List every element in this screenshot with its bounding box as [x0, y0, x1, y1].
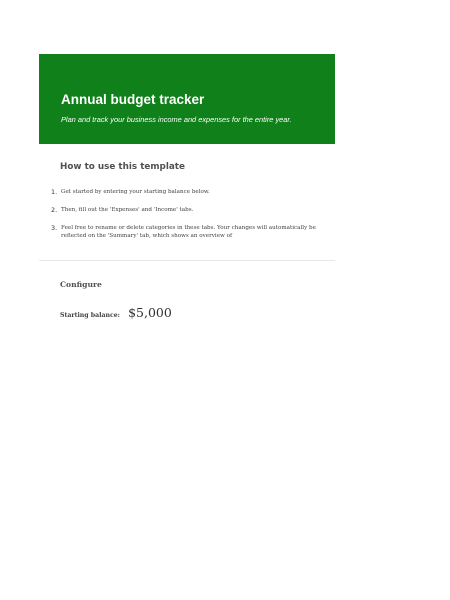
instruction-list [51, 188, 319, 248]
starting-balance-value[interactable]: $5,000 [128, 305, 172, 320]
header-banner [39, 54, 335, 144]
step-number: 3. [51, 224, 58, 232]
instruction-step-2 [51, 206, 319, 214]
how-to-title: How to use this template [60, 162, 185, 172]
step-number: 2. [51, 206, 58, 214]
budget-tracker-sheet [39, 54, 335, 320]
instruction-step-1 [51, 188, 319, 196]
page-subtitle: Plan and track your business income and expenses for the entire year. [61, 115, 292, 124]
step-number: 1. [51, 188, 58, 196]
starting-balance-row [60, 302, 172, 321]
configure-title: Configure [60, 280, 102, 289]
starting-balance-label: Starting balance: [60, 312, 120, 319]
how-to-section [39, 144, 335, 260]
step-text: Get started by entering your starting balance below. [61, 189, 210, 195]
page-title: Annual budget tracker [61, 92, 205, 107]
step-text: Then, fill out the 'Expenses' and 'Income' tabs. [61, 207, 194, 213]
instruction-step-3 [51, 224, 319, 238]
section-divider [39, 260, 335, 261]
step-text: Feel free to rename or delete categories in these tabs. Your changes will automatically be reflected on the 'Summary' tab, which shows an overview of [61, 225, 316, 238]
